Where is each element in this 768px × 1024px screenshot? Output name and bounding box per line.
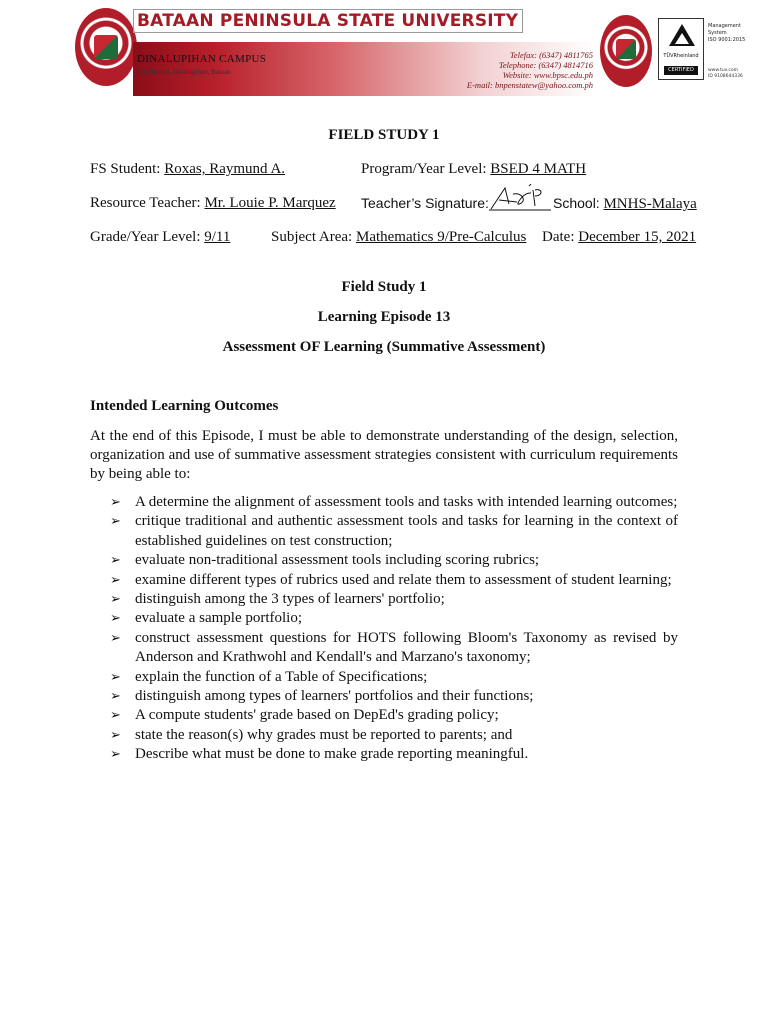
episode-heading-3: Assessment OF Learning (Summative Assessment) <box>222 339 546 355</box>
arrow-bullet-icon: ➢ <box>110 553 121 569</box>
seal-shield-icon <box>616 39 636 59</box>
arrow-bullet-icon: ➢ <box>110 514 121 530</box>
arrow-bullet-icon: ➢ <box>110 727 121 743</box>
arrow-bullet-icon: ➢ <box>110 689 121 705</box>
arrow-bullet-icon: ➢ <box>110 495 121 510</box>
list-item: ➢ A determine the alignment of assessment tools and tasks with intended learning outcomes; <box>90 493 678 512</box>
subject-value: Mathematics 9/Pre-Calculus <box>355 229 527 245</box>
email: E-mail: bnpenstatew@yahoo.com.ph <box>466 80 593 90</box>
list-item: ➢ construct assessment questions for HOTS following Bloom's Taxonomy as revised by Anderson and Krathwohl and Kendall's and Marzano's taxonomy; <box>110 629 678 666</box>
signature-label: Teacher’s Signature: <box>361 195 489 211</box>
arrow-bullet-icon: ➢ <box>110 747 121 763</box>
arrow-bullet-icon: ➢ <box>110 630 121 646</box>
list-item: ➢ examine different types of rubrics used and relate them to assessment of student learning; <box>90 571 678 590</box>
arrow-bullet-icon: ➢ <box>110 669 121 685</box>
document-title: FIELD STUDY 1 <box>328 127 440 143</box>
arrow-bullet-icon: ➢ <box>110 708 121 724</box>
campus-address: San Ramon, Dinalupihan, Bataan <box>137 68 231 76</box>
list-item: ➢ A compute students' grade based on DepEd's grading policy; <box>90 706 678 725</box>
cert-brand: TÜVRheinland <box>663 53 699 59</box>
campus-name: DINALUPIHAN CAMPUS <box>137 53 267 65</box>
subject-row: Subject Area: Mathematics 9/Pre-Calculus <box>271 229 527 245</box>
tuv-certification-logo <box>658 18 704 80</box>
list-item: ➢ explain the function of a Table of Specifications; <box>90 668 678 687</box>
list-item: ➢ distinguish among the 3 types of learners' portfolio; <box>90 590 678 609</box>
arrow-bullet-icon: ➢ <box>110 611 121 627</box>
list-item: ➢ evaluate a sample portfolio; <box>90 609 678 628</box>
university-name: BATAAN PENINSULA STATE UNIVERSITY <box>137 11 519 31</box>
resource-teacher-row: Resource Teacher: Mr. Louie P. Marquez <box>90 195 336 211</box>
arrow-bullet-icon: ➢ <box>110 572 121 588</box>
episode-heading-2: Learning Episode 13 <box>317 309 451 325</box>
arrow-bullet-icon: ➢ <box>110 592 121 608</box>
outcomes-intro: At the end of this Episode, I must be able to demonstrate understanding of the design, selection, organization and use of summative assessment strategies consistent with curriculum requirements by being able to: <box>90 428 678 482</box>
outcomes-heading: Intended Learning Outcomes <box>90 398 279 414</box>
fs-student-row: FS Student: Roxas, Raymund A. <box>90 161 286 177</box>
teacher-signature <box>489 184 553 212</box>
website: Website: www.bpsc.edu.ph <box>502 70 593 80</box>
list-item: ➢ state the reason(s) why grades must be reported to parents; and <box>90 726 678 745</box>
school-value: MNHS-Malaya <box>603 196 697 212</box>
telefax: Telefax: (6347) 4811765 <box>509 50 593 60</box>
date-value: December 15, 2021 <box>578 229 697 245</box>
grade-row: Grade/Year Level: 9/11 <box>90 229 231 245</box>
episode-heading-1: Field Study 1 <box>341 279 427 295</box>
list-item: ➢ evaluate non-traditional assessment tools including scoring rubrics; <box>90 551 678 570</box>
program-value: BSED 4 MATH <box>490 161 587 177</box>
grade-value: 9/11 <box>204 229 231 245</box>
campus-seal-logo <box>600 15 652 87</box>
telephone: Telephone: (6347) 4814716 <box>498 60 593 70</box>
fs-student-value: Roxas, Raymund A. <box>164 161 286 177</box>
date-row: Date: December 15, 2021 <box>542 229 697 245</box>
university-seal-logo <box>75 8 137 86</box>
cert-description: Management System ISO 9001:2015 <box>708 23 746 43</box>
cert-id: www.tuv.com ID 9108644336 <box>708 68 743 79</box>
program-row: Program/Year Level: BSED 4 MATH <box>361 161 587 177</box>
seal-shield-icon <box>94 35 118 59</box>
list-item: ➢ distinguish among types of learners' portfolios and their functions; <box>90 687 678 706</box>
cert-badge: CERTIFIED <box>664 66 698 75</box>
list-item: ➢ critique traditional and authentic assessment tools and tasks for learning in the context of established guidelines on test construction; <box>110 513 678 549</box>
outcomes-list <box>90 493 678 765</box>
list-item: ➢ Describe what must be done to make grade reporting meaningful. <box>90 745 678 764</box>
school-row: School: MNHS-Malaya <box>553 195 697 212</box>
resource-teacher-value: Mr. Louie P. Marquez <box>204 195 336 211</box>
